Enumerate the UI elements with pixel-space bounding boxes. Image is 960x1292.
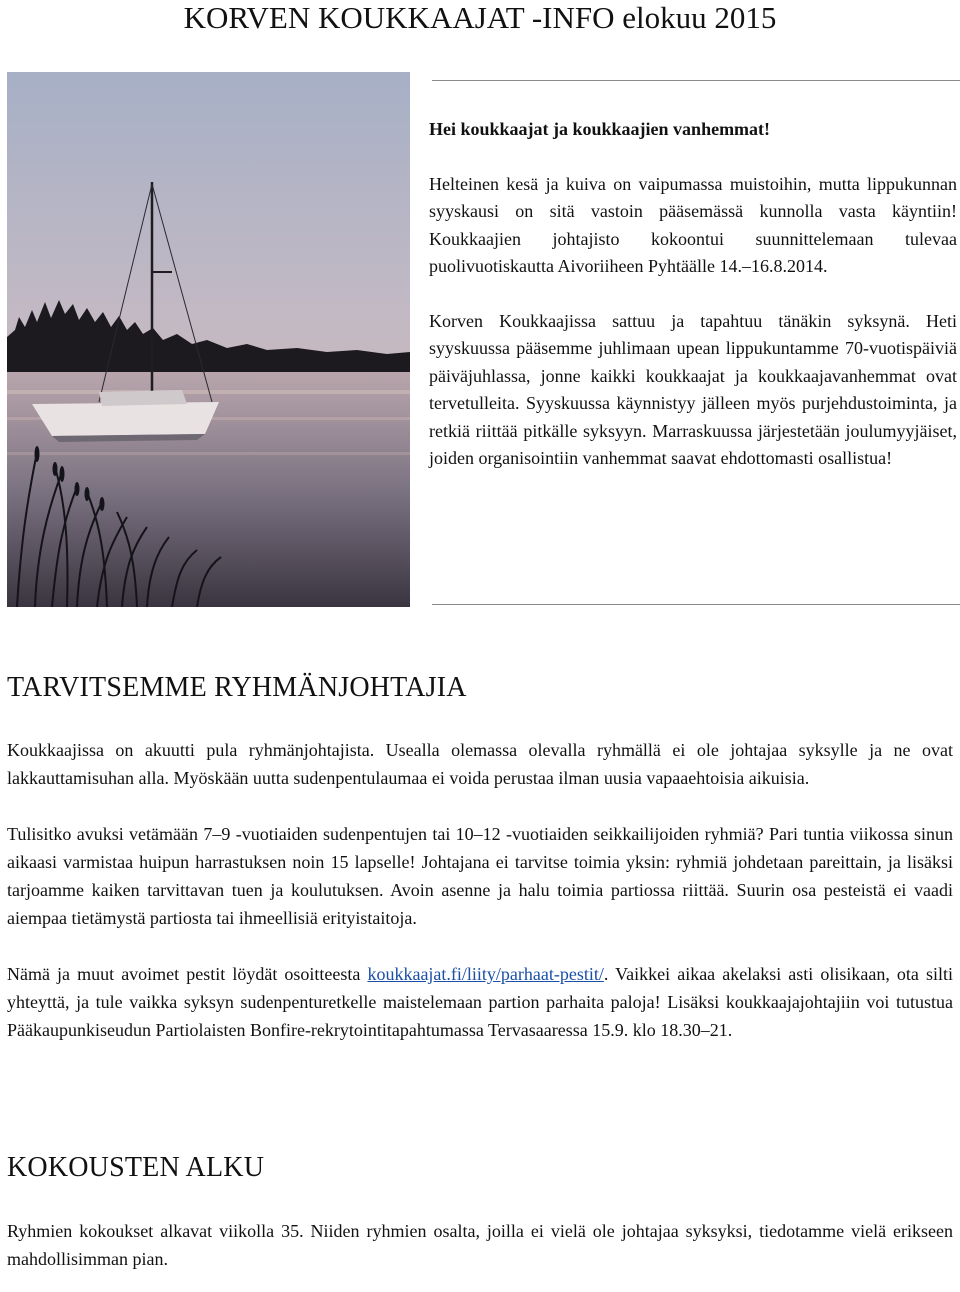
- section-heading-leaders: TARVITSEMME RYHMÄNJOHTAJIA: [7, 672, 467, 703]
- body-paragraph: Koukkaajissa on akuutti pula ryhmänjohtajista. Usealla olemassa olevalla ryhmällä ei ole johtajaa syksylle ja ne ovat lakkauttamisuhan alla. Myöskään uutta sudenpentulaumaa ei voida perustaa ilman uusia vapaaehtoisia aikuisia.: [7, 740, 953, 788]
- leaders-section: [7, 736, 953, 1044]
- divider-top: [432, 80, 960, 81]
- intro-paragraph: Helteinen kesä ja kuiva on vaipumassa muistoihin, mutta lippukunnan syyskausi on sitä vastoin pääsemässä kunnolla vasta käyntiin! Koukkaajien johtajisto kokoontui suunnittelemaan tulevaa puolivuotiskautta Aivoriiheen Pyhtäälle 14.–16.8.2014.: [429, 173, 957, 276]
- newsletter-title: KORVEN KOUKKAAJAT -INFO elokuu 2015: [183, 0, 777, 35]
- body-paragraph: Tulisitko avuksi vetämään 7–9 -vuotiaiden sudenpentujen tai 10–12 -vuotiaiden seikkailijoiden ryhmiä? Pari tuntia viikossa sinun aikaasi varmistaa huipun harrastuksen noin 15 lapselle! Johtajana ei tarvitse toimia yksin: ryhmiä johdetaan pareittain, ja lisäksi tarjoamme kaiken tarvittavan tuen ja koulutuksen. Avoin asenne ja halu toimia partiossa riittää. Suurin osa pesteistä ei vaadi aiempaa tietämystä partiosta tai ihmeellisiä erityistaitoja.: [7, 824, 953, 928]
- intro-section: [429, 116, 957, 473]
- pestit-link[interactable]: koukkaajat.fi/liity/parhaat-pestit/: [367, 964, 604, 984]
- intro-paragraph: Korven Koukkaajissa sattuu ja tapahtuu tänäkin syksynä. Heti syyskuussa pääsemme juhlimaan upean lippukuntamme 70-vuotispäiviä päiväjuhlassa, jonne kaikki koukkaajat ja koukkaajavanhemmat ovat tervetulleita. Syyskuussa käynnistyy jälleen myös purjehdustoiminta, ja retkiä riittää pitkälle syksyyn. Marraskuussa järjestetään joulumyyjäiset, joiden organisointiin vanhemmat saavat ehdottomasti osallistua!: [429, 310, 957, 468]
- sailboat-lake-sunset-photo: [7, 72, 410, 607]
- body-paragraph: [7, 960, 953, 1044]
- body-paragraph: Ryhmien kokoukset alkavat viikolla 35. Niiden ryhmien osalta, joilla ei vielä ole johtajaa syksyksi, tiedotamme vielä erikseen mahdollisimman pian.: [7, 1221, 953, 1269]
- divider-bottom: [432, 604, 960, 605]
- section-heading-meetings: KOKOUSTEN ALKU: [7, 1152, 265, 1183]
- meetings-section: [7, 1217, 953, 1273]
- greeting: Hei koukkaajat ja koukkaajien vanhemmat!: [429, 119, 771, 139]
- paragraph-text: . Vaikkei aikaa akelaksi asti olisikaan, ota silti yhteyttä, ja tule vaikka syksyn sudenpenturetkelle maistelemaan partion parhaita paloja! Lisäksi koukkaajajohtajiin voi tutustua Pääkaupunkiseudun Partiolaisten Bonfire-rekrytointitapahtumassa Tervasaaressa 15.9. klo 18.30–21.: [7, 964, 953, 1040]
- paragraph-text: Nämä ja muut avoimet pestit löydät osoitteesta: [7, 964, 368, 984]
